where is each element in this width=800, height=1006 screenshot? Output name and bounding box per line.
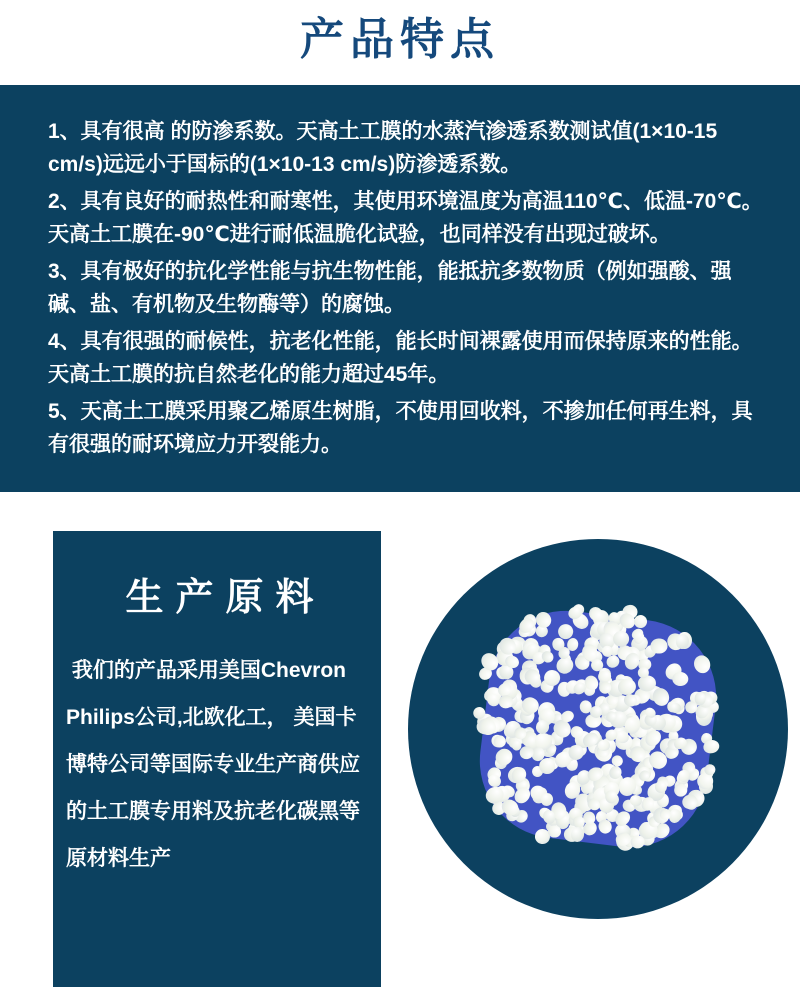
feature-item-1: 1、具有很高 的防渗系数。天高土工膜的水蒸汽渗透系数测试值(1×10-15 cm/s)远远小于国标的(1×10-13 cm/s)防渗透系数。 [48,120,718,176]
materials-line: 原材料生产 [66,847,171,870]
feature-item-4: 4、具有很强的耐候性，抗老化性能，能长时间裸露使用而保持原来的性能。天高土工膜的抗自然老化的能力超过45年。 [48,330,753,386]
pellet [650,638,667,653]
materials-line: 我们的产品采用美国Chevron [66,659,347,682]
materials-text [66,647,373,882]
materials-line: 博特公司等国际专业生产商供应 [66,753,360,776]
pellet [672,672,689,687]
pellet [669,702,681,713]
materials-card [53,531,381,987]
features-panel [0,85,800,492]
pellet [677,769,690,782]
feature-item-5: 5、天高土工膜采用聚乙烯原生树脂，不使用回收料，不掺加任何再生料，具有很强的耐环境应力开裂能力。 [48,400,753,456]
materials-section [0,492,800,1006]
feature-item-3: 3、具有极好的抗化学性能与抗生物性能，能抵抗多数物质（例如强酸、强碱、盐、有机物及生物酶等）的腐蚀。 [48,260,732,316]
page-title: 产品特点 [300,14,500,64]
feature-item-2: 2、具有良好的耐热性和耐寒性，其使用环境温度为高温110℃、低温-70℃。天高土工膜在-90℃进行耐低温脆化试验，也同样没有出现过破坏。 [48,190,763,246]
pellet [548,825,561,837]
materials-line: 的土工膜专用料及抗老化碳黑等 [66,800,360,823]
pellet [695,692,706,705]
pellet [691,653,712,676]
pellet [566,637,579,652]
pellet-pile [408,539,788,919]
materials-title: 生产原料 [125,577,326,619]
features-header [0,0,800,85]
materials-line: Philips公司,北欧化工， 美国卡 [66,706,357,729]
raw-material-photo-circle [408,539,788,919]
